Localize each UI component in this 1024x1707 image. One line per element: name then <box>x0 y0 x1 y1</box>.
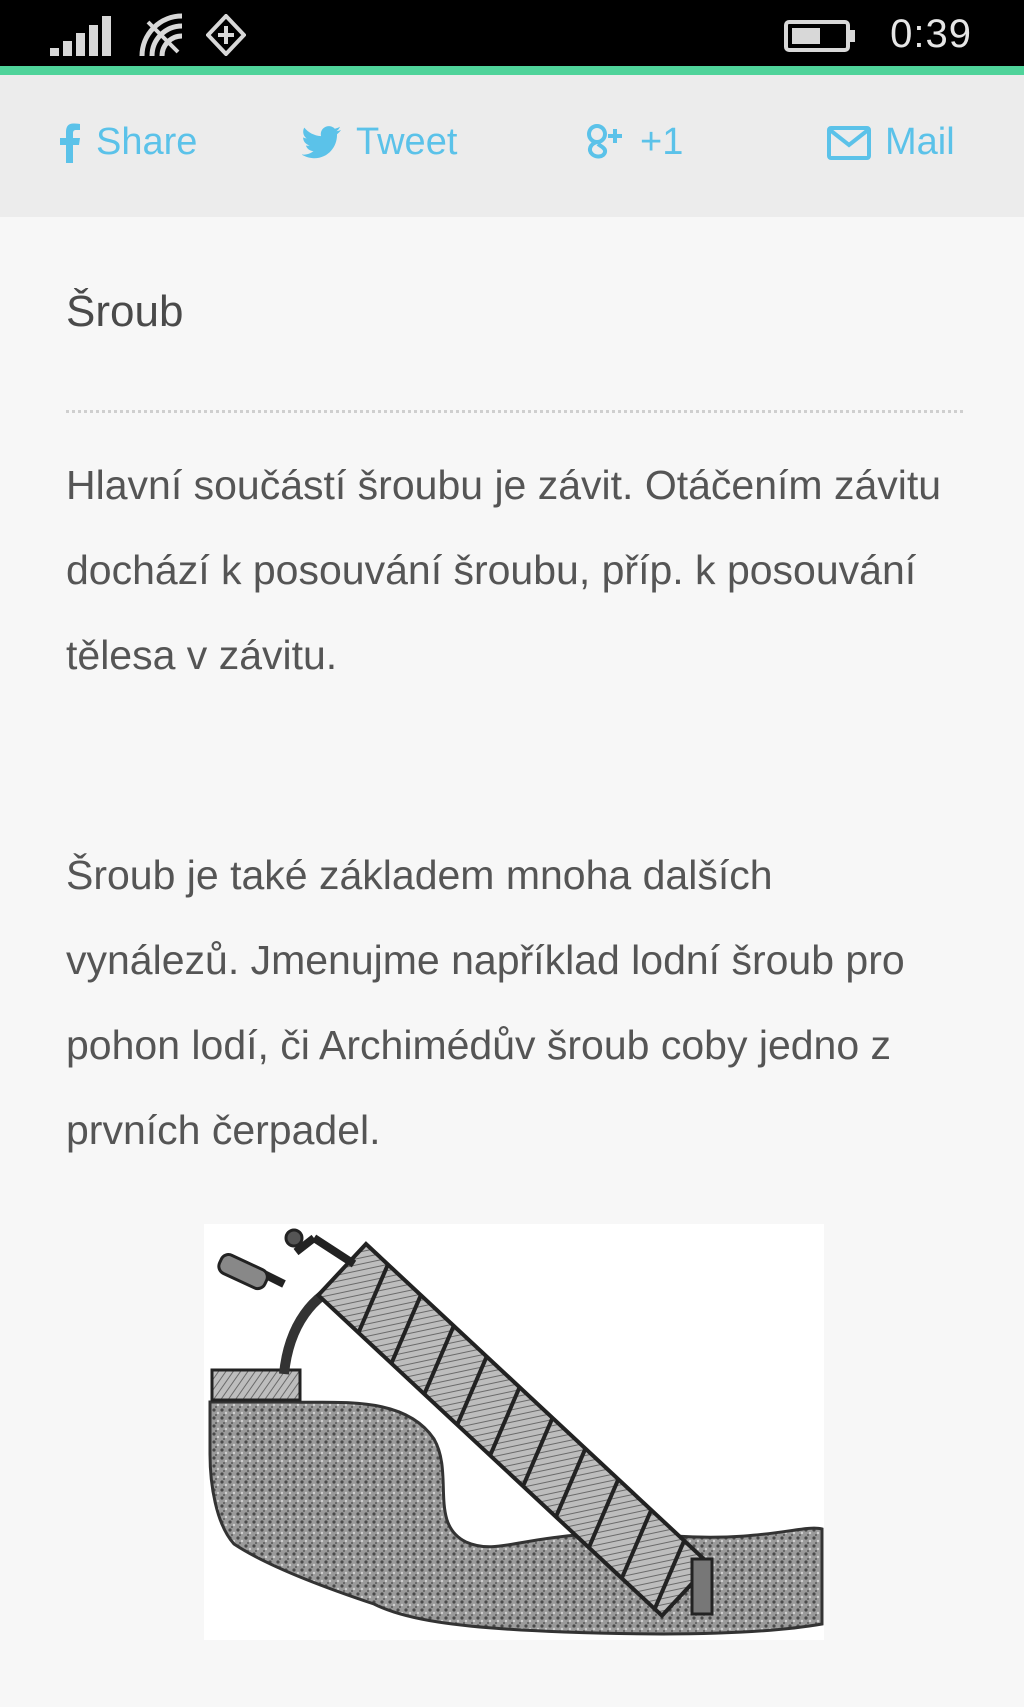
archimedes-screw-image <box>204 1224 824 1640</box>
article-paragraph: Hlavní součástí šroubu je závit. Otáčením závitu dochází k posouvání šroubu, příp. k posouvání tělesa v závitu. <box>66 462 942 678</box>
data-sync-icon <box>206 14 246 56</box>
share-twitter-button[interactable] <box>302 121 457 164</box>
battery-icon <box>784 20 856 52</box>
wifi-icon <box>138 12 184 58</box>
title-divider <box>66 410 963 413</box>
share-google-plus-button[interactable] <box>584 121 683 164</box>
plus-one-label: +1 <box>640 121 684 163</box>
signal-bars-icon <box>50 16 116 56</box>
share-mail-button[interactable] <box>827 121 955 164</box>
share-label: Share <box>96 121 198 163</box>
mail-label: Mail <box>885 121 955 163</box>
tweet-label: Tweet <box>356 121 458 163</box>
twitter-icon <box>302 126 342 160</box>
google-plus-icon <box>584 123 624 163</box>
share-bar <box>0 75 1024 217</box>
accent-stripe <box>0 66 1024 75</box>
clock-time: 0:39 <box>890 12 972 56</box>
status-bar <box>0 0 1024 70</box>
mail-icon <box>827 126 871 160</box>
share-facebook-button[interactable] <box>58 121 197 164</box>
facebook-icon <box>58 123 82 163</box>
archimedes-screw-drawing <box>204 1224 824 1640</box>
article-title: Šroub <box>66 287 184 336</box>
article-paragraph: Šroub je také základem mnoha dalších vynálezů. Jmenujme například lodní šroub pro pohon lodí, či Archimédův šroub coby jedno z prvních čerpadel. <box>66 852 905 1153</box>
